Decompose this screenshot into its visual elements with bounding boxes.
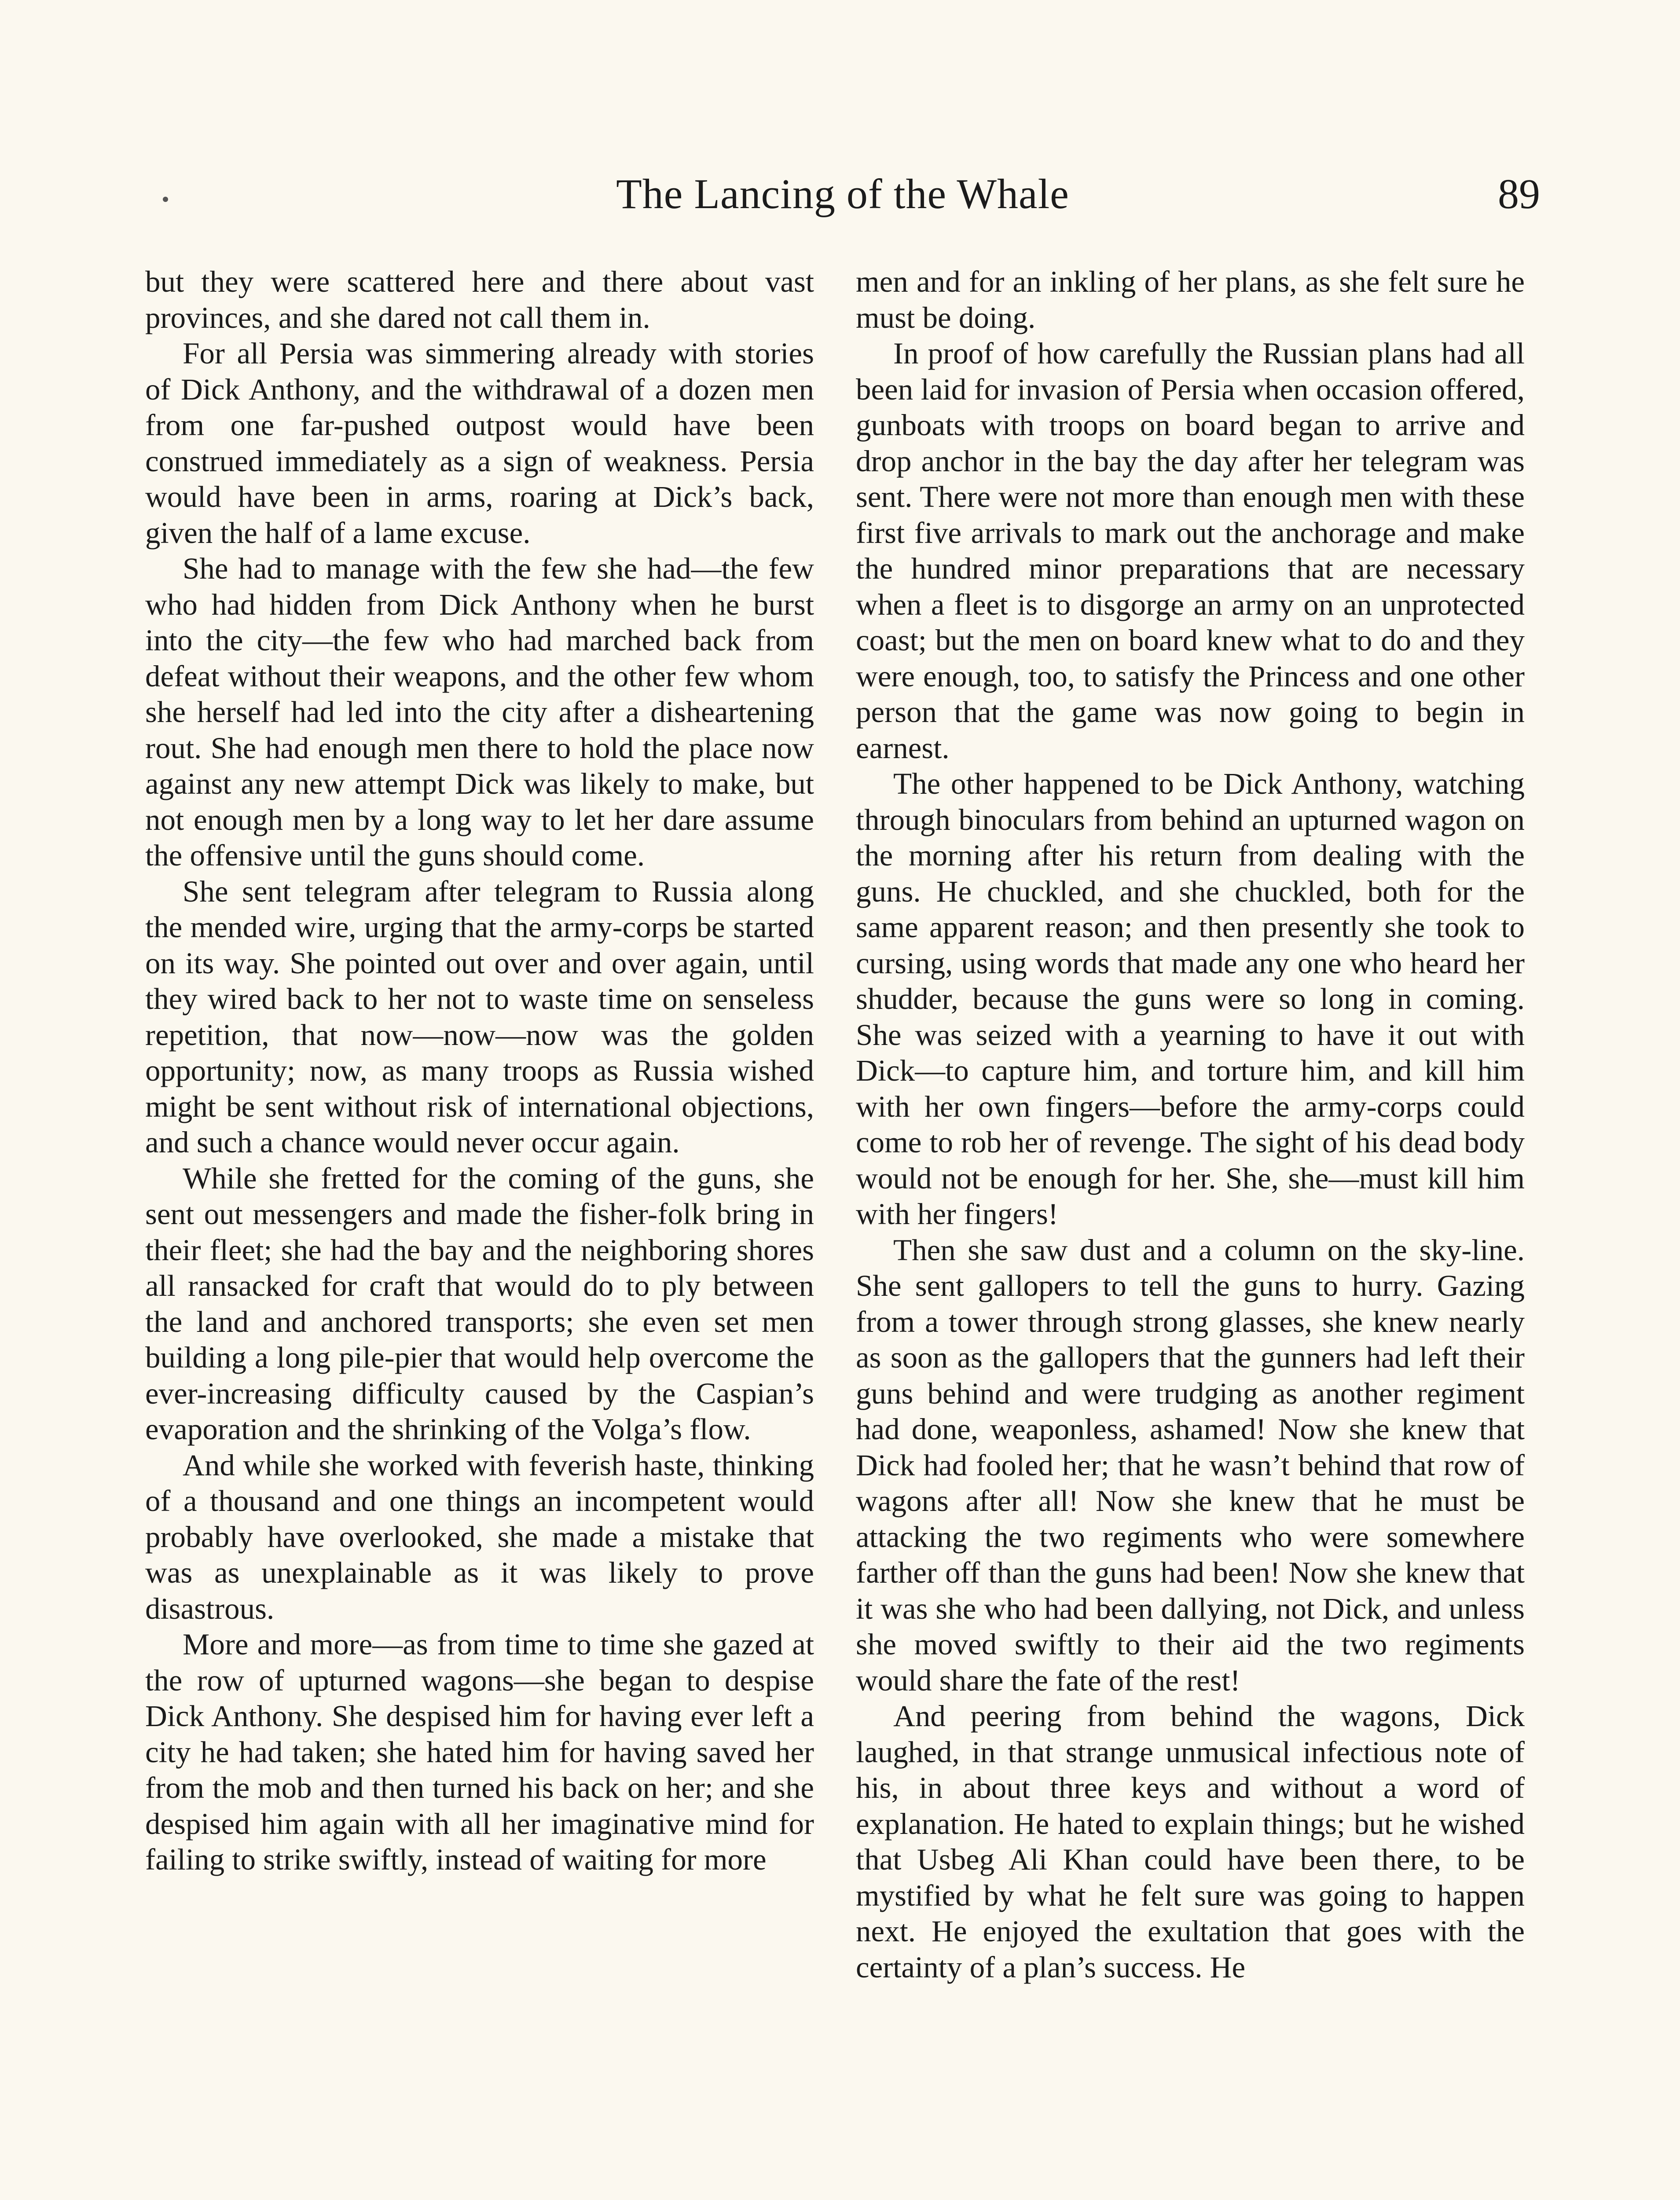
paragraph: Then she saw dust and a column on the sky-line. She sent gallopers to tell the guns to hurry. Gazing from a tower through strong glasses, she knew nearly as soon as the gallopers that the gunners had left their guns behind and were trudging as another regiment had done, weaponless, ashamed! Now she knew that Dick had fooled her; that he wasn’t behind that row of wagons after all! Now she knew that he must be attacking the two regiments who were somewhere farther off than the guns had been! Now she knew that it was she who had been dallying, not Dick, and unless she moved swiftly to their aid the two regiments would share the fate of the rest!: [856, 1233, 1525, 1697]
paragraph: but they were scattered here and there about vast provinces, and she dared not call them in.: [145, 265, 814, 334]
paragraph: In proof of how carefully the Russian plans had all been laid for invasion of Persia when occasion offered, gunboats with troops on board began to arrive and drop anchor in the bay the day after her telegram was sent. There were not more than enough men with these first five arrivals to mark out the anchorage and make the hundred minor preparations that are necessary when a fleet is to disgorge an army on an unprotected coast; but the men on board knew what to do and they were enough, too, to satisfy the Princess and one other person that the game was now going to begin in earnest.: [856, 337, 1525, 765]
paragraph: The other happened to be Dick Anthony, watching through binoculars from behind an upturned wagon on the morning after his return from dealing with the guns. He chuckled, and she chuckled, both for the same apparent reason; and then presently she took to cursing, using words that made any one who heard her shudder, because the guns were so long in coming. She was seized with a yearning to have it out with Dick—to capture him, and torture him, and kill him with her own fingers—before the army-corps could come to rob her of revenge. The sight of his dead body would not be enough for her. She, she—must kill him with her fingers!: [856, 767, 1525, 1231]
running-header: [145, 169, 1540, 240]
paragraph: She had to manage with the few she had—the few who had hidden from Dick Anthony when he burst into the city—the few who had marched back from defeat without their weapons, and the other few whom she herself had led into the city after a disheartening rout. She had enough men there to hold the place now against any new attempt Dick was likely to make, but not enough men by a long way to let her dare assume the offensive until the guns should come.: [145, 552, 814, 872]
left-column: [145, 264, 814, 1878]
right-column: [856, 264, 1525, 1985]
running-title: The Lancing of the Whale: [616, 170, 1069, 217]
paragraph: While she fretted for the coming of the guns, she sent out messengers and made the fisher-folk bring in their fleet; she had the bay and the neighboring shores all ransacked for craft that would do to ply between the land and anchored transports; she even set men building a long pile-pier that would help overcome the ever-increasing difficulty caused by the Caspian’s evaporation and the shrinking of the Volga’s flow.: [145, 1161, 814, 1446]
paragraph: For all Persia was simmering already with stories of Dick Anthony, and the withdrawal of a dozen men from one far-pushed outpost would have been construed immediately as a sign of weakness. Persia would have been in arms, roaring at Dick’s back, given the half of a lame excuse.: [145, 337, 814, 550]
paragraph: men and for an inkling of her plans, as she felt sure he must be doing.: [856, 265, 1525, 334]
paragraph: And peering from behind the wagons, Dick laughed, in that strange unmusical infectious note of his, in about three keys and without a word of explanation. He hated to explain things; but he wished that Usbeg Ali Khan could have been there, to be mystified by what he felt sure was going to happen next. He enjoyed the exultation that goes with the certainty of a plan’s success. He: [856, 1699, 1525, 1984]
page-number: 89: [1498, 170, 1540, 217]
paragraph: And while she worked with feverish haste, thinking of a thousand and one things an incompetent would probably have overlooked, she made a mistake that was as unexplainable as it was likely to prove disastrous.: [145, 1448, 814, 1625]
paragraph: More and more—as from time to time she gazed at the row of upturned wagons—she began to despise Dick Anthony. She despised him for having ever left a city he had taken; she hated him for having saved her from the mob and then turned his back on her; and she despised him again with all her imaginative mind for failing to strike swiftly, instead of waiting for more: [145, 1628, 814, 1876]
paragraph: She sent telegram after telegram to Russia along the mended wire, urging that the army-corps be started on its way. She pointed out over and over again, until they wired back to her not to waste time on senseless repetition, that now—now—now was the golden opportunity; now, as many troops as Russia wished might be sent without risk of international objections, and such a chance would never occur again.: [145, 874, 814, 1159]
